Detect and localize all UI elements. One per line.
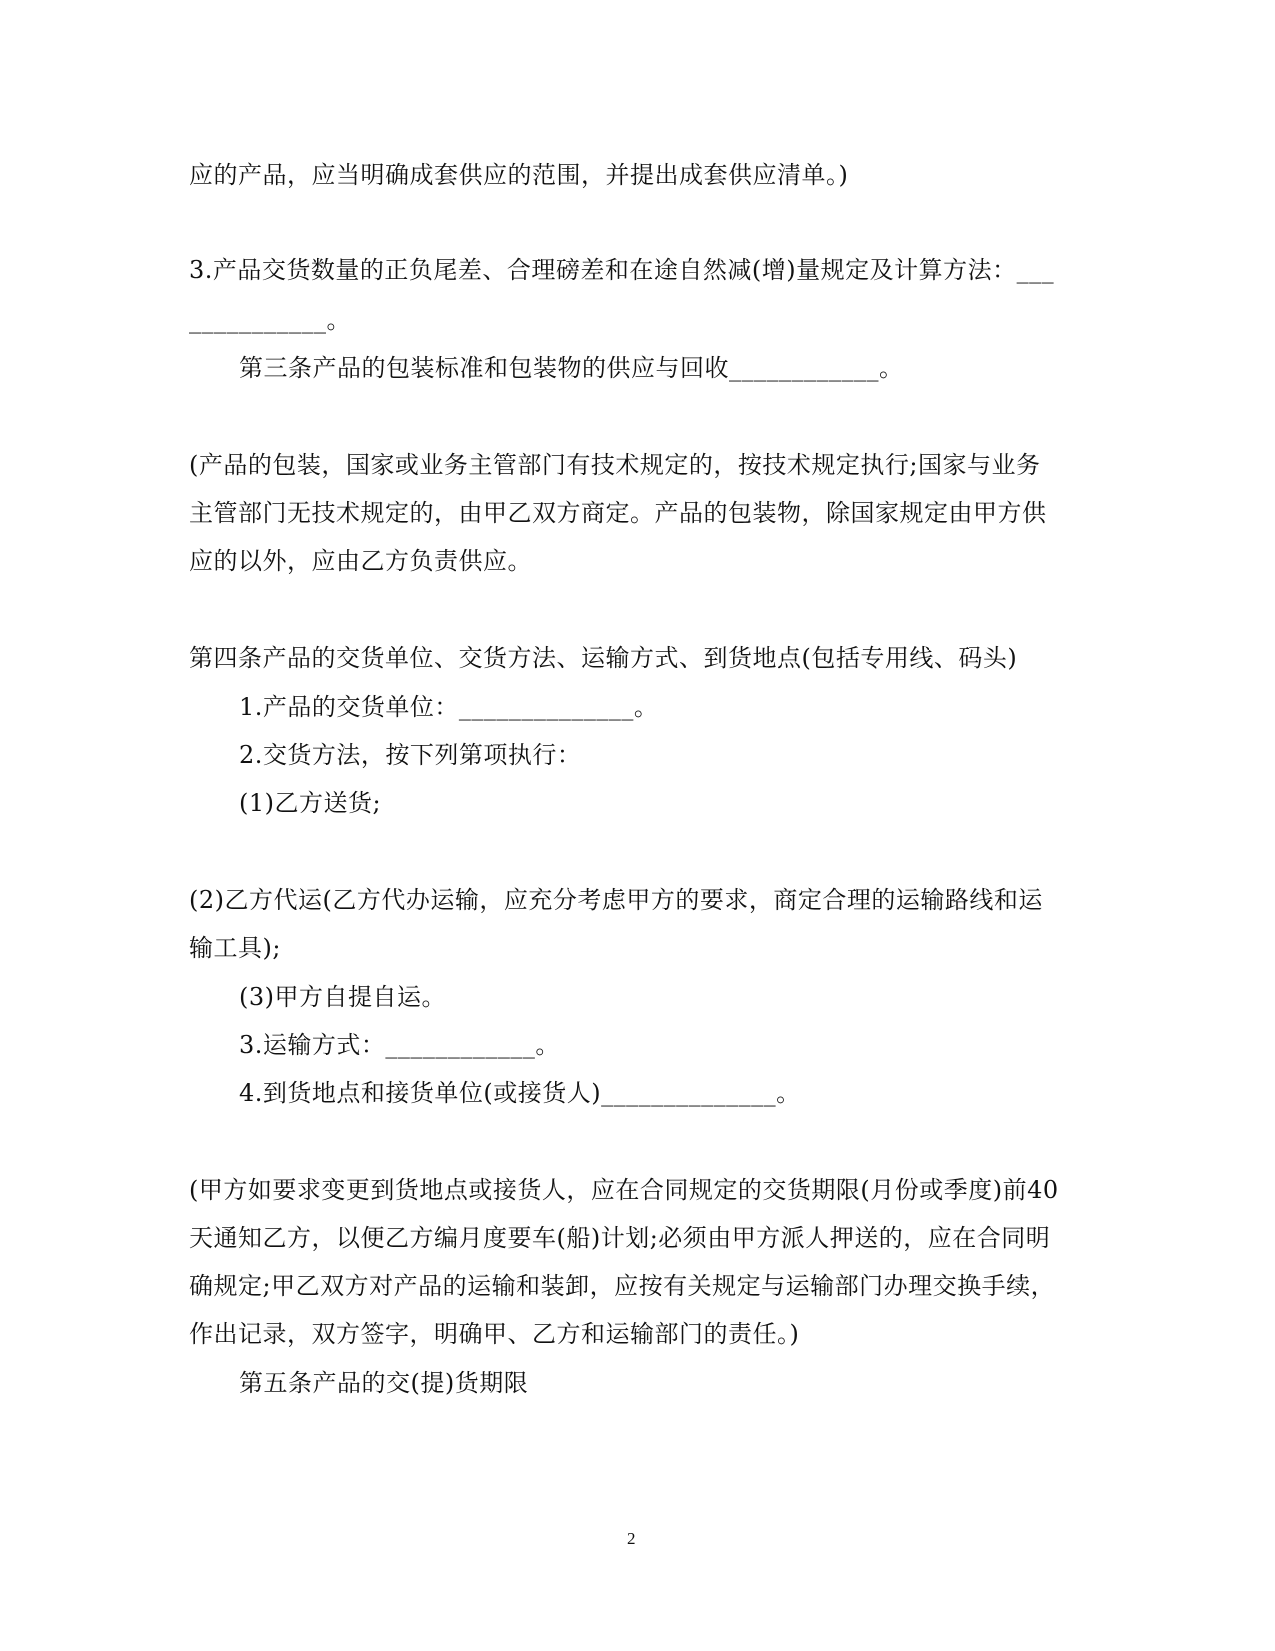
text-line: 第三条产品的包装标准和包装物的供应与回收____________。 [239, 354, 904, 382]
text-line: 天通知乙方，以便乙方编月度要车(船)计划;必须由甲方派人押送的，应在合同明 [189, 1224, 1051, 1252]
text-line: 4.到货地点和接货单位(或接货人)______________。 [239, 1079, 801, 1107]
text-line: (2)乙方代运(乙方代办运输，应充分考虑甲方的要求，商定合理的运输路线和运 [189, 886, 1043, 914]
page-number: 2 [627, 1529, 636, 1548]
text-line: 作出记录，双方签字，明确甲、乙方和运输部门的责任。) [189, 1320, 800, 1348]
text-line: (产品的包装，国家或业务主管部门有技术规定的，按技术规定执行;国家与业务 [189, 451, 1041, 479]
text-line: 应的以外，应由乙方负责供应。 [189, 547, 532, 575]
text-line: (甲方如要求变更到货地点或接货人，应在合同规定的交货期限(月份或季度)前40 [189, 1176, 1059, 1204]
text-line: 第五条产品的交(提)货期限 [239, 1369, 529, 1397]
text-line: ___________。 [189, 306, 351, 334]
text-line: 确规定;甲乙双方对产品的运输和装卸，应按有关规定与运输部门办理交换手续， [189, 1272, 1056, 1300]
text-line: 输工具); [189, 934, 281, 962]
text-line: (1)乙方送货; [239, 789, 382, 817]
text-line: (3)甲方自提自运。 [239, 983, 446, 1011]
text-line: 1.产品的交货单位：______________。 [239, 693, 659, 721]
text-line: 3.运输方式：____________。 [239, 1031, 560, 1059]
text-line: 应的产品，应当明确成套供应的范围，并提出成套供应清单。) [189, 161, 849, 189]
text-line: 2.交货方法，按下列第项执行： [239, 741, 582, 769]
text-line: 3.产品交货数量的正负尾差、合理磅差和在途自然减(增)量规定及计算方法：___ [189, 256, 1055, 284]
text-line: 第四条产品的交货单位、交货方法、运输方式、到货地点(包括专用线、码头) [189, 644, 1018, 672]
text-line: 主管部门无技术规定的，由甲乙双方商定。产品的包装物，除国家规定由甲方供 [189, 499, 1047, 527]
